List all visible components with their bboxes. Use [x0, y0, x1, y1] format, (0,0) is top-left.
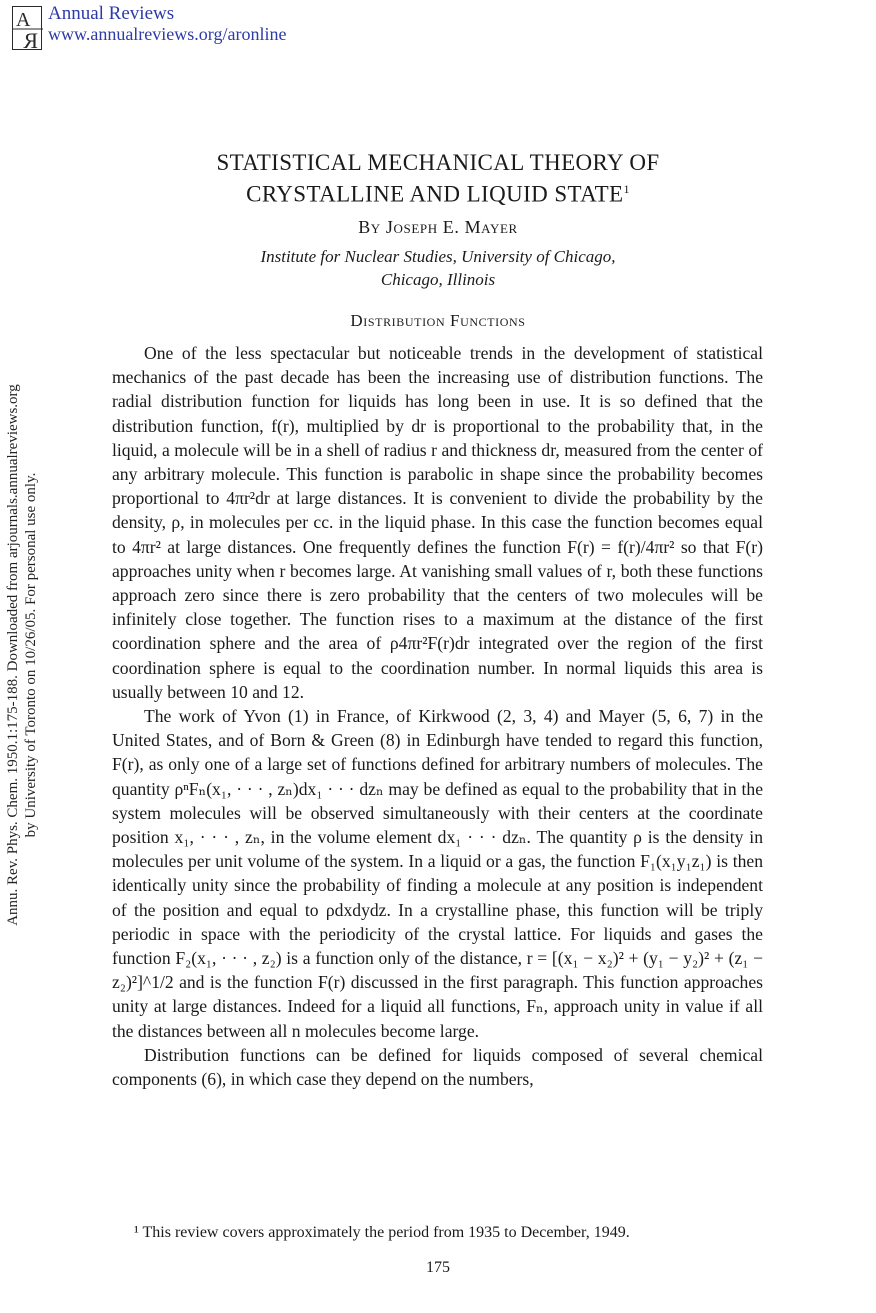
journal-name-link[interactable]: Annual Reviews [48, 3, 175, 24]
journal-header [12, 4, 286, 50]
title-line-2: CRYSTALLINE AND LIQUID STATE [246, 181, 624, 207]
affiliation-line-1: Institute for Nuclear Studies, University of Chicago, [260, 247, 616, 266]
affiliation [0, 245, 876, 291]
svg-text:A: A [16, 9, 31, 31]
author-line [0, 217, 876, 238]
affiliation-line-2: Chicago, Illinois [380, 270, 496, 289]
annual-reviews-logo-icon [12, 6, 42, 50]
download-notice-line2: by University of Toronto on 10/26/05. For personal use only. [23, 472, 39, 838]
title-line-1: STATISTICAL MECHANICAL THEORY OF [216, 150, 660, 175]
article-title [0, 150, 876, 208]
journal-url-link[interactable]: www.annualreviews.org/aronline [48, 24, 287, 44]
footnote: ¹ This review covers approximately the period from 1935 to December, 1949. [134, 1224, 630, 1241]
download-notice-line1: Annu. Rev. Phys. Chem. 1950.1:175-188. Downloaded from arjournals.annualreviews.org [5, 384, 21, 926]
section-heading: Distribution Functions [350, 311, 526, 330]
paragraph-1: One of the less spectacular but noticeable trends in the development of statistical mechanics of the past decade has been the increasing use of distribution functions. The radial distribution function for liquids has long been in use. It is so defined that the distribution function, f(r), multiplied by dr is proportional to the probability that, in the liquid, a molecule will be in a shell of radius r and thickness dr, measured from the center of any arbitrary molecule. This function is parabolic in shape since the probability becomes proportional to 4πr²dr at large distances. It is convenient to divide the probability by the density, ρ, in molecules per cc. in the liquid phase. In this case the function becomes equal to 4πr² at large distances. One frequently defines the function F(r) = f(r)/4πr² so that F(r) approaches unity when r becomes large. At vanishing small values of r, both these functions approach zero since there is zero probability that the centers of two molecules will be infinitely close together. The function rises to a maximum at the distance of the first coordination sphere and the area of ρ4πr²F(r)dr integrated over the region of the first coordination sphere is equal to the coordination number. In normal liquids this area is usually between 10 and 12. [112, 343, 763, 702]
svg-text:R: R [23, 28, 38, 51]
article-body [112, 341, 763, 1091]
download-notice [4, 350, 40, 960]
paragraph-2: The work of Yvon (1) in France, of Kirkwood (2, 3, 4) and Mayer (5, 6, 7) in the United States, and of Born & Green (8) in Edinburgh have tended to regard this function, F(r), as only one of a large set of functions defined for arbitrary numbers of molecules. The quantity ρⁿFₙ(x₁, · · · , zₙ)dx₁ · · · dzₙ may be defined as equal to the probability that in the system molecules will be observed simultaneously with their centers at the coordinate position x₁, · · · , zₙ, in the volume element dx₁ · · · dzₙ. The quantity ρ is the density in molecules per unit volume of the system. In a liquid or a gas, the function F₁(x₁y₁z₁) is then identically unity since the probability of finding a molecule at any position is independent of the position and equal to ρdxdydz. In a crystalline phase, this function will be triply periodic in space with the periodicity of the crystal lattice. For liquids and gases the function F₂(x₁, · · · , z₂) is a function only of the distance, r = [(x₁ − x₂)² + (y₁ − y₂)² + (z₁ − z₂)²]^1/2 and is the function F(r) discussed in the first paragraph. This function approaches unity at large distances. Indeed for a liquid all functions, Fₙ, approach unity in value if all the distances between all n molecules become large. [112, 706, 763, 1041]
page-number: 175 [426, 1259, 450, 1276]
title-footnote-mark[interactable]: 1 [623, 182, 630, 196]
author-name: By Joseph E. Mayer [358, 217, 518, 237]
paragraph-3: Distribution functions can be defined for liquids composed of several chemical components (6), in which case they depend on the numbers, [112, 1044, 763, 1090]
